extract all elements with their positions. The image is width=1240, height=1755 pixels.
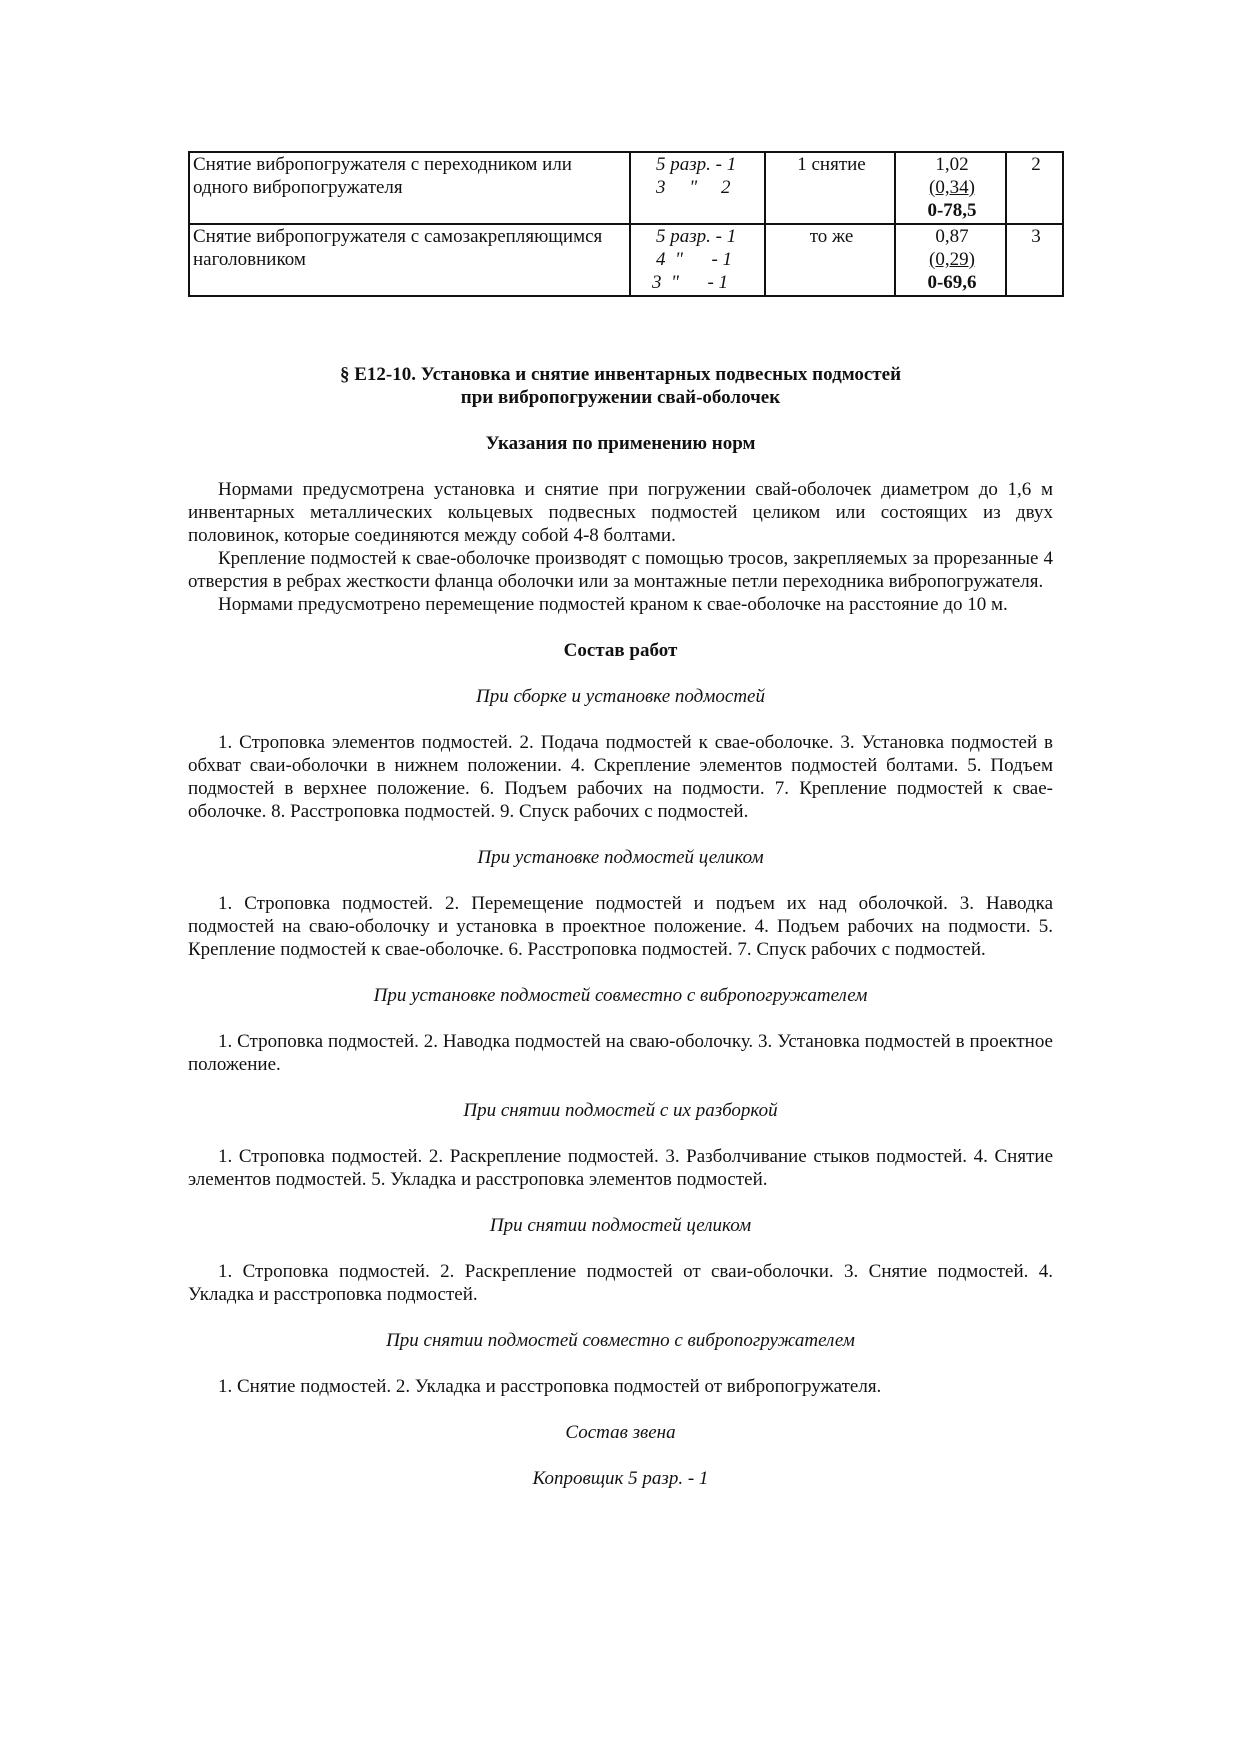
crew-line: 4 " - 1 — [656, 249, 733, 270]
section-content — [188, 363, 1053, 1490]
crew-line: 3 " - 1 — [652, 272, 729, 293]
crew-heading: Состав звена — [565, 1422, 676, 1443]
crew-line: 3 " 2 — [656, 177, 731, 198]
crew-member: Копровщик 5 разр. - 1 — [532, 1468, 709, 1489]
crew-line: 5 разр. - 1 — [656, 226, 737, 247]
unit-cell: 1 снятие — [765, 152, 895, 224]
section-title-line: § Е12-10. Установка и снятие инвентарных подвесных подмостей — [339, 364, 902, 385]
work-group-title: При сборке и установке подмостей — [476, 686, 765, 707]
work-group-title: При снятии подмостей совместно с вибропогружателем — [386, 1330, 855, 1351]
crew-line: 5 разр. - 1 — [656, 154, 737, 175]
row-number-cell: 3 — [1006, 224, 1063, 296]
section-title-line: при вибропогружении свай-оболочек — [460, 387, 781, 408]
work-group-title: При снятии подмостей с их разборкой — [463, 1100, 778, 1121]
norm-price: 0-69,6 — [927, 272, 977, 293]
norm-cell — [895, 152, 1006, 224]
work-group-title: При установке подмостей целиком — [477, 847, 764, 868]
work-group-text: 1. Строповка элементов подмостей. 2. Подача подмостей к сваe-оболочке. 3. Установка подмостей в обхват сваи-оболочки в нижнем положении. 4. Скрепление элементов подмостей болтами. 5. Подъем подмостей в верхнее положение. 6. Подъем рабочих на подмости. 7. Крепление подмостей к сваe-оболочке. 8. Расстроповка подмостей. 9. Спуск рабочих с подмостей. — [188, 732, 1053, 822]
norm-time: 1,02 — [935, 154, 969, 175]
crew-cell — [630, 152, 765, 224]
work-name-cell: Снятие вибропогружателя с переходником или одного вибропогружателя — [189, 152, 630, 224]
row-number-cell: 2 — [1006, 152, 1063, 224]
work-group-text: 1. Строповка подмостей. 2. Перемещение подмостей и подъем их над оболочкой. 3. Наводка подмостей на сваю-оболочку и установка в проектное положение. 4. Подъем рабочих на подмости. 5. Крепление подмостей к сваe-оболочке. 6. Расстроповка подмостей. 7. Спуск рабочих с подмостей. — [188, 893, 1053, 960]
crew-cell — [630, 224, 765, 296]
instructions-heading: Указания по применению норм — [485, 433, 756, 454]
instruction-paragraph: Нормами предусмотрена установка и снятие при погружении свай-оболочек диаметром до 1,6 м инвентарных металлических кольцевых подвесных подмостей целиком или состоящих из двух половинок, которые соединяются между собой 4-8 болтами. — [188, 479, 1053, 546]
instruction-paragraph: Нормами предусмотрено перемещение подмостей краном к сваe-оболочке на расстояние до 10 м. — [218, 594, 1008, 615]
work-name-cell: Снятие вибропогружателя с самозакрепляющимся наголовником — [189, 224, 630, 296]
norm-time: 0,87 — [935, 226, 969, 247]
work-group-text: 1. Снятие подмостей. 2. Укладка и расстроповка подмостей от вибропогружателя. — [218, 1376, 882, 1397]
section-title — [188, 363, 1053, 409]
work-group-text: 1. Строповка подмостей. 2. Раскрепление подмостей от сваи-оболочки. 3. Снятие подмостей. 4. Укладка и расстроповка подмостей. — [188, 1261, 1053, 1305]
norm-machine-time: (0,34) — [929, 177, 975, 198]
table-row — [189, 224, 1063, 296]
instruction-paragraph: Крепление подмостей к сваe-оболочке производят с помощью тросов, закрепляемых за прорезанные 4 отверстия в ребрах жесткости фланца оболочки или за монтажные петли переходника вибропогружателя. — [188, 548, 1053, 592]
norm-machine-time: (0,29) — [929, 249, 975, 270]
work-group-title: При снятии подмостей целиком — [489, 1215, 752, 1236]
norms-table — [188, 151, 1064, 297]
norm-price: 0-78,5 — [927, 200, 977, 221]
norm-cell — [895, 224, 1006, 296]
work-group-text: 1. Строповка подмостей. 2. Наводка подмостей на сваю-оболочку. 3. Установка подмостей в проектное положение. — [188, 1031, 1053, 1075]
work-group-text: 1. Строповка подмостей. 2. Раскрепление подмостей. 3. Разболчивание стыков подмостей. 4. Снятие элементов подмостей. 5. Укладка и расстроповка элементов подмостей. — [188, 1146, 1053, 1190]
unit-cell: то же — [765, 224, 895, 296]
work-group-title: При установке подмостей совместно с вибропогружателем — [373, 985, 868, 1006]
table-row — [189, 152, 1063, 224]
work-heading: Состав работ — [563, 640, 678, 661]
